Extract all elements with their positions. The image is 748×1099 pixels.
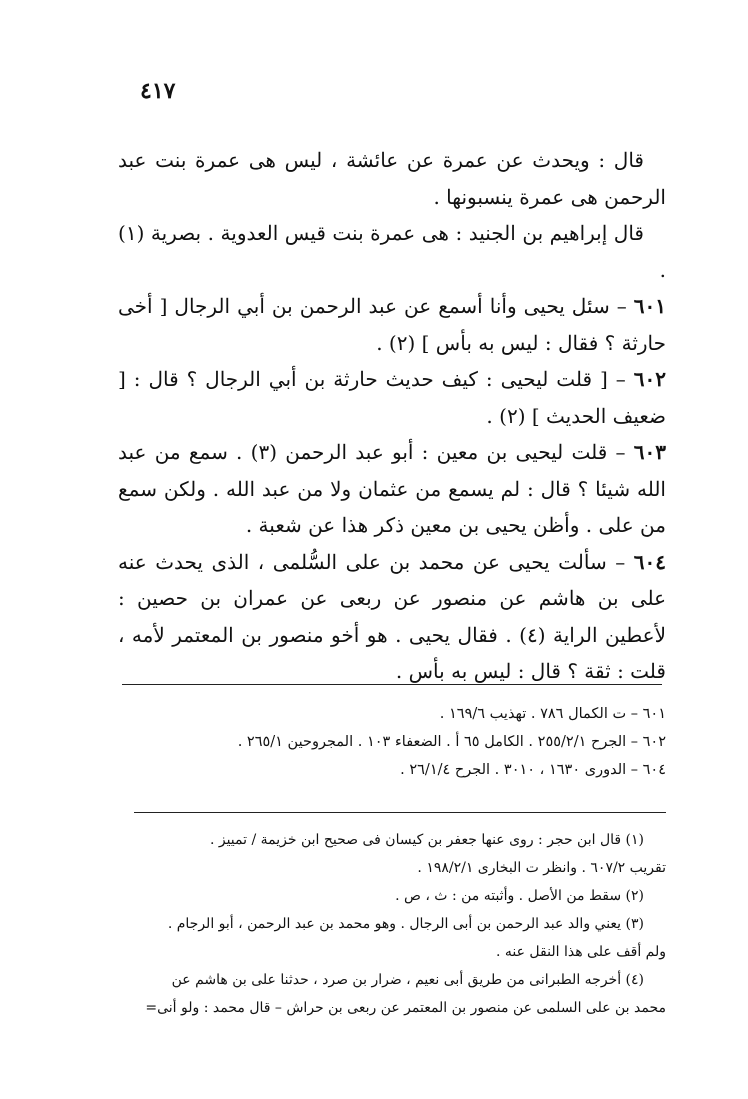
footnote-line: (١) قال ابن حجر : روى عنها جعفر بن كيسان فى صحيح ابن خزيمة / تمييز .: [209, 832, 644, 848]
entry-602: [118, 361, 666, 434]
footnote-line: ولم أقف على هذا النقل عنه .: [496, 944, 666, 960]
entry-text: – سألت يحيى عن محمد بن على السُّلمى ، الذى يحدث عنه على بن هاشم عن منصور عن ربعى عن عمران بن حصين : لأعطين الراية (٤) . فقال يحيى . هو أخو منصور بن المعتمر لأمه ، قلت : ثقة ؟ قال : ليس به بأس .: [118, 549, 666, 683]
entry-number: ٦٠٣: [633, 440, 666, 464]
entry-number: ٦٠٢: [633, 367, 666, 391]
entry-number: ٦٠١: [633, 294, 666, 318]
paragraph-text: قال إبراهيم بن الجنيد : هى عمرة بنت قيس العدوية . بصرية (١) .: [118, 221, 666, 282]
footnotes-list: [106, 826, 666, 1022]
footnote-line: (٤) أخرجه الطبرانى من طريق أبى نعيم ، ضرار بن صرد ، حدثنا على بن هاشم عن: [171, 972, 644, 988]
reference-line: ٦٠١ – ت الكمال ٧٨٦ . تهذيب ١٦٩/٦ .: [439, 706, 666, 722]
entry-text: – [ قلت ليحيى : كيف حديث حارثة بن أبي الرجال ؟ قال : [ ضعيف الحديث ] (٢) .: [118, 367, 666, 428]
entry-text: – سئل يحيى وأنا أسمع عن عبد الرحمن بن أبي الرجال [ أخى حارثة ؟ فقال : ليس به بأس ] (٢) .: [118, 294, 666, 355]
main-text: [118, 142, 666, 690]
paragraph-ibrahim: [118, 215, 666, 288]
reference-line: ٦٠٢ – الجرح ٢٥٥/٢/١ . الكامل ٦٥ أ . الضعفاء ١٠٣ . المجروحين ٢٦٥/١ .: [237, 734, 666, 750]
page-number: ٤١٧: [140, 78, 176, 104]
entry-number: ٦٠٤: [633, 549, 666, 574]
footnote-line: محمد بن على السلمى عن منصور بن المعتمر عن ربعى بن حراش – قال محمد : ولو أنى=: [145, 1000, 666, 1016]
entry-601: [118, 288, 666, 361]
footnote-line: (٣) يعني والد عبد الرحمن بن أبى الرجال . وهو محمد بن عبد الرحمن ، أبو الرجام .: [167, 916, 644, 932]
reference-line: ٦٠٤ – الدورى ١٦٣٠ ، ٣٠١٠ . الجرح ٢٦/١/٤ .: [400, 762, 666, 778]
paragraph-intro: [118, 142, 666, 215]
references-list: [106, 700, 666, 784]
divider-references: [122, 684, 662, 685]
entry-604: [118, 544, 666, 690]
divider-footnotes: [134, 812, 666, 813]
footnote-line: (٢) سقط من الأصل . وأثبته من : ث ، ص .: [395, 888, 644, 904]
paragraph-text: قال : ويحدث عن عمرة عن عائشة ، ليس هى عمرة بنت عبد الرحمن هى عمرة ينسبونها .: [118, 148, 666, 209]
entry-text: – قلت ليحيى بن معين : أبو عبد الرحمن (٣) . سمع من عبد الله شيئا ؟ قال : لم يسمع من عثمان ولا من عبد الله . ولكن سمع من على . وأظن يحيى بن معين ذكر هذا عن شعبة .: [118, 440, 666, 537]
entry-603: [118, 434, 666, 544]
footnote-line: تقريب ٦٠٧/٢ . وانظر ت البخارى ١٩٨/٢/١ .: [417, 860, 666, 876]
